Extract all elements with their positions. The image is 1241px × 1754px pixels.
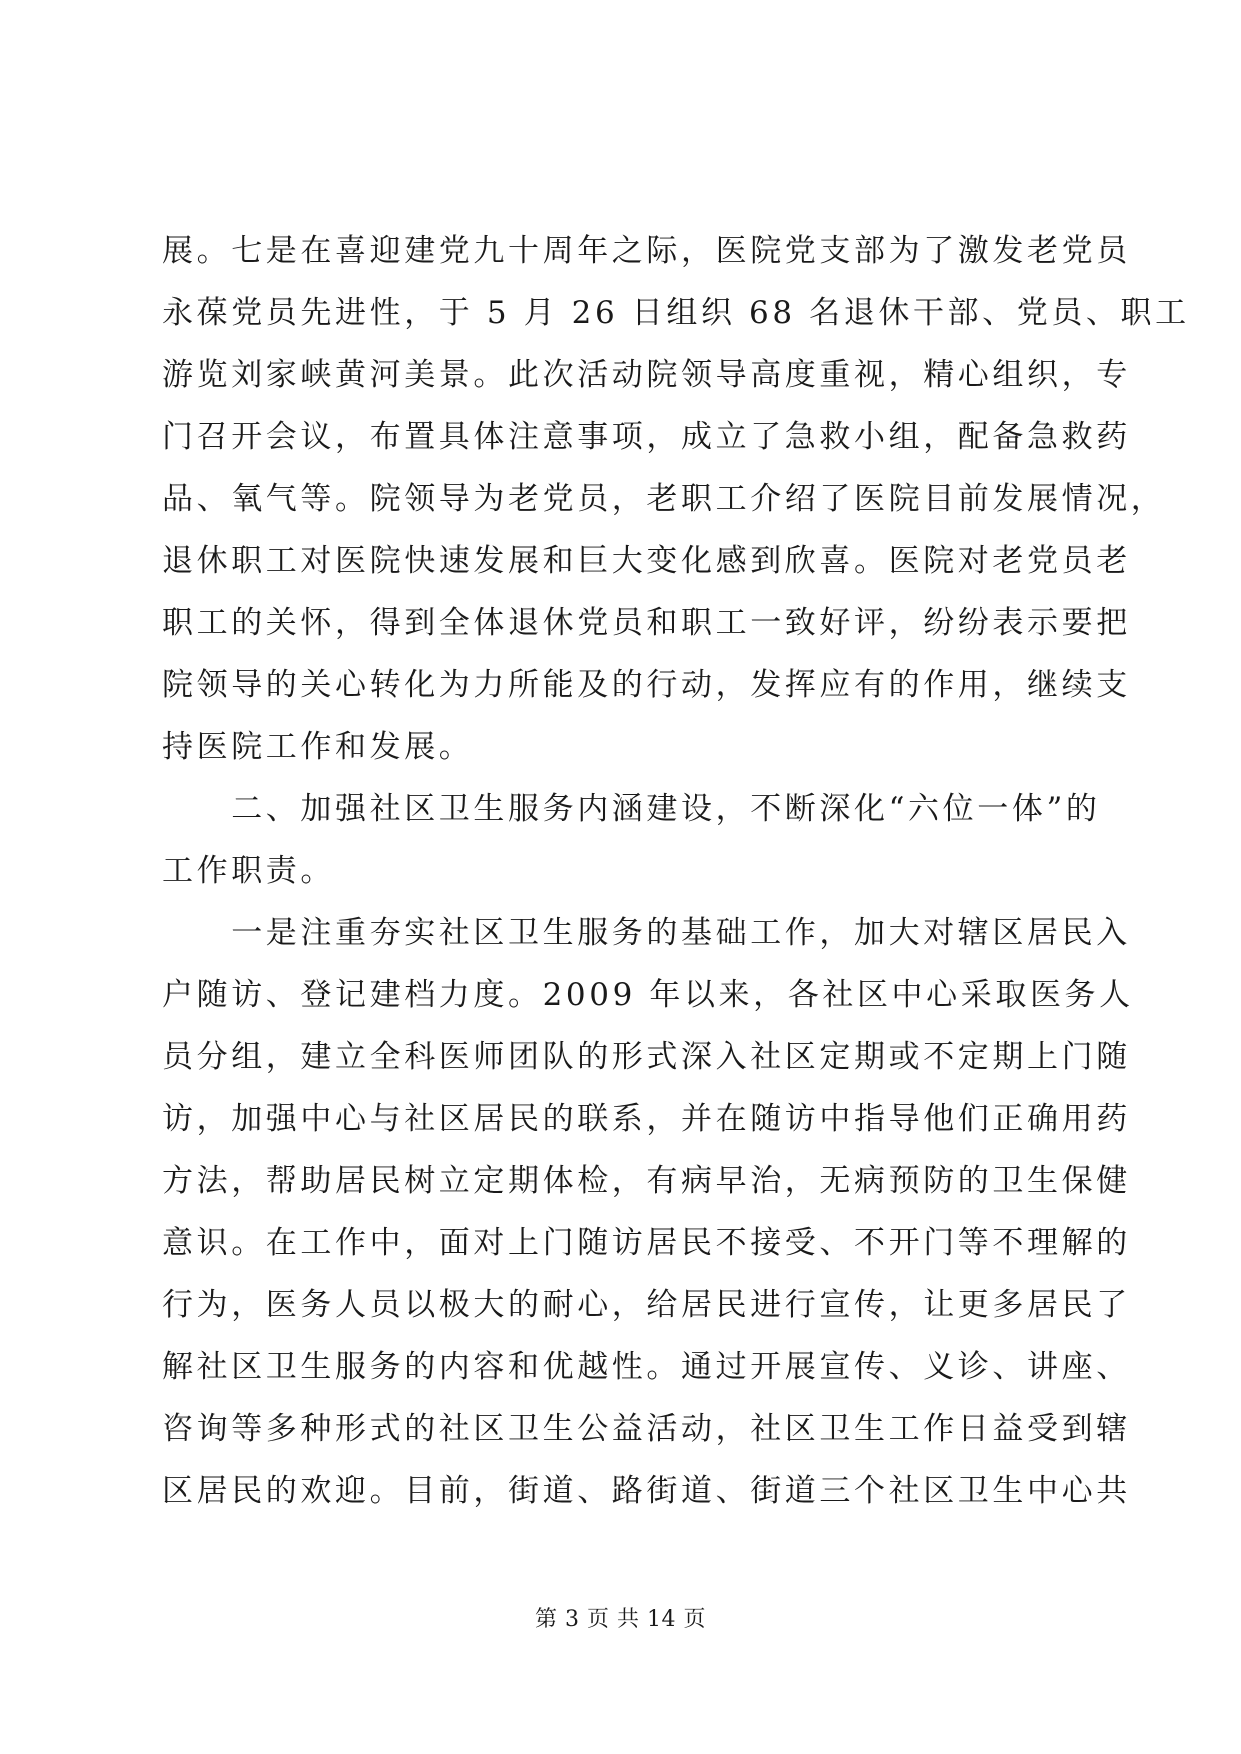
- body-text-line: 退休职工对医院快速发展和巨大变化感到欣喜。医院对老党员老: [162, 543, 1131, 579]
- body-text-line: 院领导的关心转化为力所能及的行动，发挥应有的作用，继续支: [162, 667, 1131, 703]
- body-text-line: 户随访、登记建档力度。2009 年以来，各社区中心采取医务人: [162, 977, 1134, 1013]
- body-text-line: 方法，帮助居民树立定期体检，有病早治，无病预防的卫生保健: [162, 1163, 1131, 1199]
- body-text-line: 咨询等多种形式的社区卫生公益活动，社区卫生工作日益受到辖: [162, 1411, 1131, 1447]
- body-text-line: 员分组，建立全科医师团队的形式深入社区定期或不定期上门随: [162, 1039, 1131, 1075]
- body-text-line: 一是注重夯实社区卫生服务的基础工作，加大对辖区居民入: [162, 915, 1131, 951]
- body-text-line: 门召开会议，布置具体注意事项，成立了急救小组，配备急救药: [162, 419, 1131, 455]
- body-text-line: 品、氧气等。院领导为老党员，老职工介绍了医院目前发展情况，: [162, 481, 1166, 517]
- body-text-line: 展。七是在喜迎建党九十周年之际，医院党支部为了激发老党员: [162, 233, 1131, 269]
- body-text-line: 职工的关怀，得到全体退休党员和职工一致好评，纷纷表示要把: [162, 605, 1131, 641]
- body-text-line: 访，加强中心与社区居民的联系，并在随访中指导他们正确用药: [162, 1101, 1131, 1137]
- body-text-line: 区居民的欢迎。目前，街道、路街道、街道三个社区卫生中心共: [162, 1473, 1131, 1509]
- body-text-line: 永葆党员先进性，于 5 月 26 日组织 68 名退休干部、党员、职工: [162, 295, 1190, 331]
- body-text-line: 解社区卫生服务的内容和优越性。通过开展宣传、义诊、讲座、: [162, 1349, 1131, 1385]
- body-text-line: 意识。在工作中，面对上门随访居民不接受、不开门等不理解的: [162, 1225, 1131, 1261]
- body-text-line: 持医院工作和发展。: [162, 729, 474, 765]
- body-text-line: 行为，医务人员以极大的耐心，给居民进行宣传，让更多居民了: [162, 1287, 1131, 1323]
- section-heading-line: 工作职责。: [162, 853, 335, 889]
- body-text-line: 游览刘家峡黄河美景。此次活动院领导高度重视，精心组织，专: [162, 357, 1131, 393]
- section-heading-line: 二、加强社区卫生服务内涵建设，不断深化“六位一体”的: [162, 791, 1101, 827]
- page-footer: 第 3 页 共 14 页: [535, 1607, 706, 1632]
